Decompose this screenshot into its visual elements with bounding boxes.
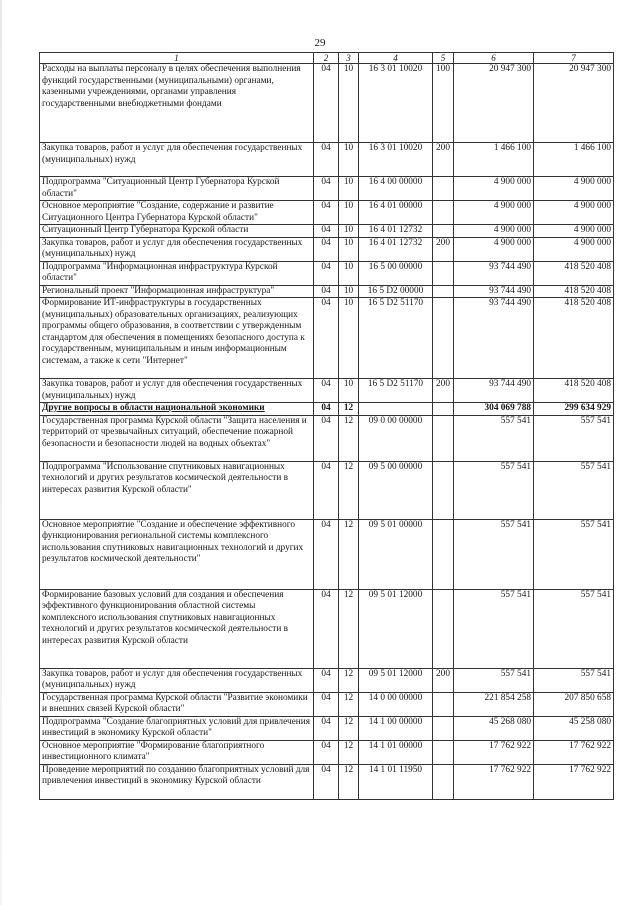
row-subsection: 12 (339, 740, 359, 764)
row-amount-year2: 418 520 408 (534, 285, 614, 298)
row-expense-type (433, 177, 454, 201)
row-amount-year2: 557 541 (534, 589, 614, 668)
row-subsection: 12 (339, 692, 359, 716)
row-subsection: 12 (339, 415, 359, 461)
row-target-code: 16 5 D2 00000 (359, 285, 433, 298)
row-amount-year2: 418 520 408 (534, 261, 614, 285)
row-name: Закупка товаров, работ и услуг для обеспечения государственных (муниципальных) нужд (40, 143, 314, 177)
table-row (40, 225, 614, 238)
row-subsection: 10 (339, 64, 359, 143)
row-section: 04 (314, 225, 339, 238)
table-row (40, 716, 614, 740)
header-col-1: 1 (40, 53, 314, 64)
header-row (40, 53, 614, 64)
row-amount-year1: 20 947 300 (454, 64, 534, 143)
row-expense-type (433, 201, 454, 225)
header-col-4: 4 (359, 53, 433, 64)
row-subsection: 12 (339, 403, 359, 416)
row-target-code: 16 5 00 00000 (359, 261, 433, 285)
row-name: Формирование ИТ-инфраструктуры в государственных (муниципальных) образовательных организациях, реализующих программы общего образования, в соответствии с утвержденным стандартом для обеспечения в помещениях безопасного доступа к государственным, муниципальным и иным информационным системам, а также к сети "Интернет" (40, 298, 314, 379)
table-row (40, 177, 614, 201)
table-row (40, 64, 614, 143)
row-subsection: 10 (339, 298, 359, 379)
row-amount-year1: 221 854 258 (454, 692, 534, 716)
row-section: 04 (314, 285, 339, 298)
row-target-code: 14 1 01 00000 (359, 740, 433, 764)
row-section: 04 (314, 237, 339, 261)
table-row (40, 285, 614, 298)
row-section: 04 (314, 379, 339, 403)
row-section: 04 (314, 298, 339, 379)
row-name: Государственная программа Курской области "Развитие экономики и внешних связей Курской области" (40, 692, 314, 716)
row-expense-type (433, 716, 454, 740)
header-col-6: 6 (454, 53, 534, 64)
table-row (40, 461, 614, 519)
row-subsection: 10 (339, 177, 359, 201)
row-amount-year2: 17 762 922 (534, 740, 614, 764)
row-target-code: 09 5 00 00000 (359, 461, 433, 519)
row-section: 04 (314, 415, 339, 461)
page-number: 29 (314, 37, 326, 49)
row-target-code: 09 5 01 00000 (359, 519, 433, 589)
row-amount-year1: 4 900 000 (454, 201, 534, 225)
row-target-code: 09 5 01 12000 (359, 589, 433, 668)
row-subsection: 10 (339, 237, 359, 261)
row-subsection: 10 (339, 261, 359, 285)
table-row (40, 201, 614, 225)
row-target-code (359, 403, 433, 416)
row-amount-year2: 20 947 300 (534, 64, 614, 143)
row-name: Ситуационный Центр Губернатора Курской области (40, 225, 314, 238)
row-name: Проведение мероприятий по созданию благоприятных условий для привлечения инвестиций в экономику Курской области (40, 764, 314, 799)
header-col-7: 7 (534, 53, 614, 64)
table-row (40, 668, 614, 692)
row-section: 04 (314, 668, 339, 692)
row-section: 04 (314, 143, 339, 177)
row-section: 04 (314, 461, 339, 519)
row-subsection: 10 (339, 225, 359, 238)
row-amount-year1: 557 541 (454, 461, 534, 519)
row-expense-type (433, 461, 454, 519)
row-expense-type (433, 740, 454, 764)
row-amount-year1: 93 744 490 (454, 298, 534, 379)
header-col-2: 2 (314, 53, 339, 64)
row-target-code: 16 4 01 00000 (359, 201, 433, 225)
row-expense-type (433, 403, 454, 416)
row-subsection: 10 (339, 201, 359, 225)
row-name: Закупка товаров, работ и услуг для обеспечения государственных (муниципальных) нужд (40, 379, 314, 403)
row-subsection: 12 (339, 668, 359, 692)
row-expense-type (433, 764, 454, 799)
row-amount-year2: 557 541 (534, 461, 614, 519)
row-amount-year2: 299 634 929 (534, 403, 614, 416)
table-row (40, 261, 614, 285)
row-name: Подпрограмма "Ситуационный Центр Губернатора Курской области" (40, 177, 314, 201)
row-amount-year2: 4 900 000 (534, 225, 614, 238)
row-subsection: 12 (339, 589, 359, 668)
row-name: Формирование базовых условий для создания и обеспечения эффективного функционирования областной системы комплексного использования спутниковых навигационных технологий и других результатов космической деятельности в интересах развития Курской области (40, 589, 314, 668)
row-section: 04 (314, 589, 339, 668)
row-section: 04 (314, 64, 339, 143)
table-row (40, 740, 614, 764)
row-amount-year1: 17 762 922 (454, 764, 534, 799)
row-amount-year2: 4 900 000 (534, 237, 614, 261)
row-name: Расходы на выплаты персоналу в целях обеспечения выполнения функций государственными (муниципальными) органами, казенными учреждениями, органами управления государственными внебюджетными фондами (40, 64, 314, 143)
row-subsection: 10 (339, 143, 359, 177)
budget-table (39, 52, 614, 800)
row-amount-year1: 557 541 (454, 589, 534, 668)
row-expense-type: 200 (433, 379, 454, 403)
row-target-code: 14 1 00 00000 (359, 716, 433, 740)
row-expense-type (433, 298, 454, 379)
row-name: Подпрограмма "Использование спутниковых навигационных технологий и других результатов космической деятельности в интересах развития Курской области" (40, 461, 314, 519)
row-subsection: 12 (339, 519, 359, 589)
row-amount-year2: 4 900 000 (534, 201, 614, 225)
row-name: Подпрограмма "Создание благоприятных условий для привлечения инвестиций в экономику Курской области" (40, 716, 314, 740)
row-expense-type (433, 519, 454, 589)
row-amount-year1: 17 762 922 (454, 740, 534, 764)
row-expense-type (433, 415, 454, 461)
row-section: 04 (314, 692, 339, 716)
row-target-code: 16 5 D2 51170 (359, 298, 433, 379)
row-expense-type (433, 589, 454, 668)
scan-edge (0, 0, 2, 905)
row-subsection: 10 (339, 379, 359, 403)
row-name: Государственная программа Курской области "Защита населения и территорий от чрезвычайных ситуаций, обеспечение пожарной безопасности и безопасности людей на водных объектах" (40, 415, 314, 461)
row-amount-year1: 557 541 (454, 519, 534, 589)
table-row (40, 237, 614, 261)
row-target-code: 16 4 00 00000 (359, 177, 433, 201)
row-amount-year1: 45 268 080 (454, 716, 534, 740)
row-amount-year2: 557 541 (534, 415, 614, 461)
table-row (40, 692, 614, 716)
row-name: Региональный проект "Информационная инфраструктура" (40, 285, 314, 298)
row-expense-type: 200 (433, 143, 454, 177)
row-amount-year1: 93 744 490 (454, 379, 534, 403)
row-target-code: 09 0 00 00000 (359, 415, 433, 461)
table-row (40, 415, 614, 461)
row-section: 04 (314, 740, 339, 764)
row-amount-year2: 418 520 408 (534, 298, 614, 379)
row-expense-type (433, 692, 454, 716)
row-section: 04 (314, 764, 339, 799)
row-name: Другие вопросы в области национальной экономики (40, 403, 314, 416)
row-target-code: 16 4 01 12732 (359, 225, 433, 238)
row-target-code: 09 5 01 12000 (359, 668, 433, 692)
row-expense-type (433, 285, 454, 298)
row-amount-year1: 1 466 100 (454, 143, 534, 177)
row-name: Основное мероприятие "Создание, содержание и развитие Ситуационного Центра Губернатора Курской области" (40, 201, 314, 225)
table-row (40, 143, 614, 177)
row-amount-year2: 207 850 658 (534, 692, 614, 716)
row-name: Закупка товаров, работ и услуг для обеспечения государственных (муниципальных) нужд (40, 237, 314, 261)
row-section: 04 (314, 716, 339, 740)
row-amount-year1: 93 744 490 (454, 285, 534, 298)
row-name: Основное мероприятие "Формирование благоприятного инвестиционного климата" (40, 740, 314, 764)
row-amount-year1: 557 541 (454, 415, 534, 461)
row-amount-year1: 93 744 490 (454, 261, 534, 285)
row-target-code: 16 5 D2 51170 (359, 379, 433, 403)
table-row (40, 519, 614, 589)
header-col-3: 3 (339, 53, 359, 64)
table-row (40, 403, 614, 416)
header-col-5: 5 (433, 53, 454, 64)
row-section: 04 (314, 519, 339, 589)
row-subsection: 12 (339, 764, 359, 799)
row-amount-year2: 557 541 (534, 668, 614, 692)
row-section: 04 (314, 261, 339, 285)
row-section: 04 (314, 177, 339, 201)
row-expense-type (433, 225, 454, 238)
row-expense-type: 100 (433, 64, 454, 143)
row-subsection: 12 (339, 461, 359, 519)
row-expense-type: 200 (433, 668, 454, 692)
row-amount-year1: 304 069 788 (454, 403, 534, 416)
row-amount-year2: 17 762 922 (534, 764, 614, 799)
row-section: 04 (314, 201, 339, 225)
table-row (40, 764, 614, 799)
row-target-code: 16 3 01 10020 (359, 64, 433, 143)
row-amount-year1: 4 900 000 (454, 237, 534, 261)
row-subsection: 12 (339, 716, 359, 740)
row-amount-year2: 557 541 (534, 519, 614, 589)
row-amount-year2: 4 900 000 (534, 177, 614, 201)
row-section: 04 (314, 403, 339, 416)
row-expense-type: 200 (433, 237, 454, 261)
row-amount-year1: 4 900 000 (454, 225, 534, 238)
row-target-code: 14 1 01 11950 (359, 764, 433, 799)
row-expense-type (433, 261, 454, 285)
row-target-code: 14 0 00 00000 (359, 692, 433, 716)
row-amount-year2: 1 466 100 (534, 143, 614, 177)
table-row (40, 298, 614, 379)
table-row (40, 589, 614, 668)
row-name: Основное мероприятие "Создание и обеспечение эффективного функционирования региональной системы комплексного использования спутниковых навигационных технологий и других результатов космической деятельности" (40, 519, 314, 589)
table-row (40, 379, 614, 403)
row-target-code: 16 4 01 12732 (359, 237, 433, 261)
row-name: Закупка товаров, работ и услуг для обеспечения государственных (муниципальных) нужд (40, 668, 314, 692)
row-amount-year2: 418 520 408 (534, 379, 614, 403)
row-amount-year1: 557 541 (454, 668, 534, 692)
row-amount-year1: 4 900 000 (454, 177, 534, 201)
row-name: Подпрограмма "Информационная инфраструктура Курской области" (40, 261, 314, 285)
row-amount-year2: 45 258 080 (534, 716, 614, 740)
row-subsection: 10 (339, 285, 359, 298)
row-target-code: 16 3 01 10020 (359, 143, 433, 177)
